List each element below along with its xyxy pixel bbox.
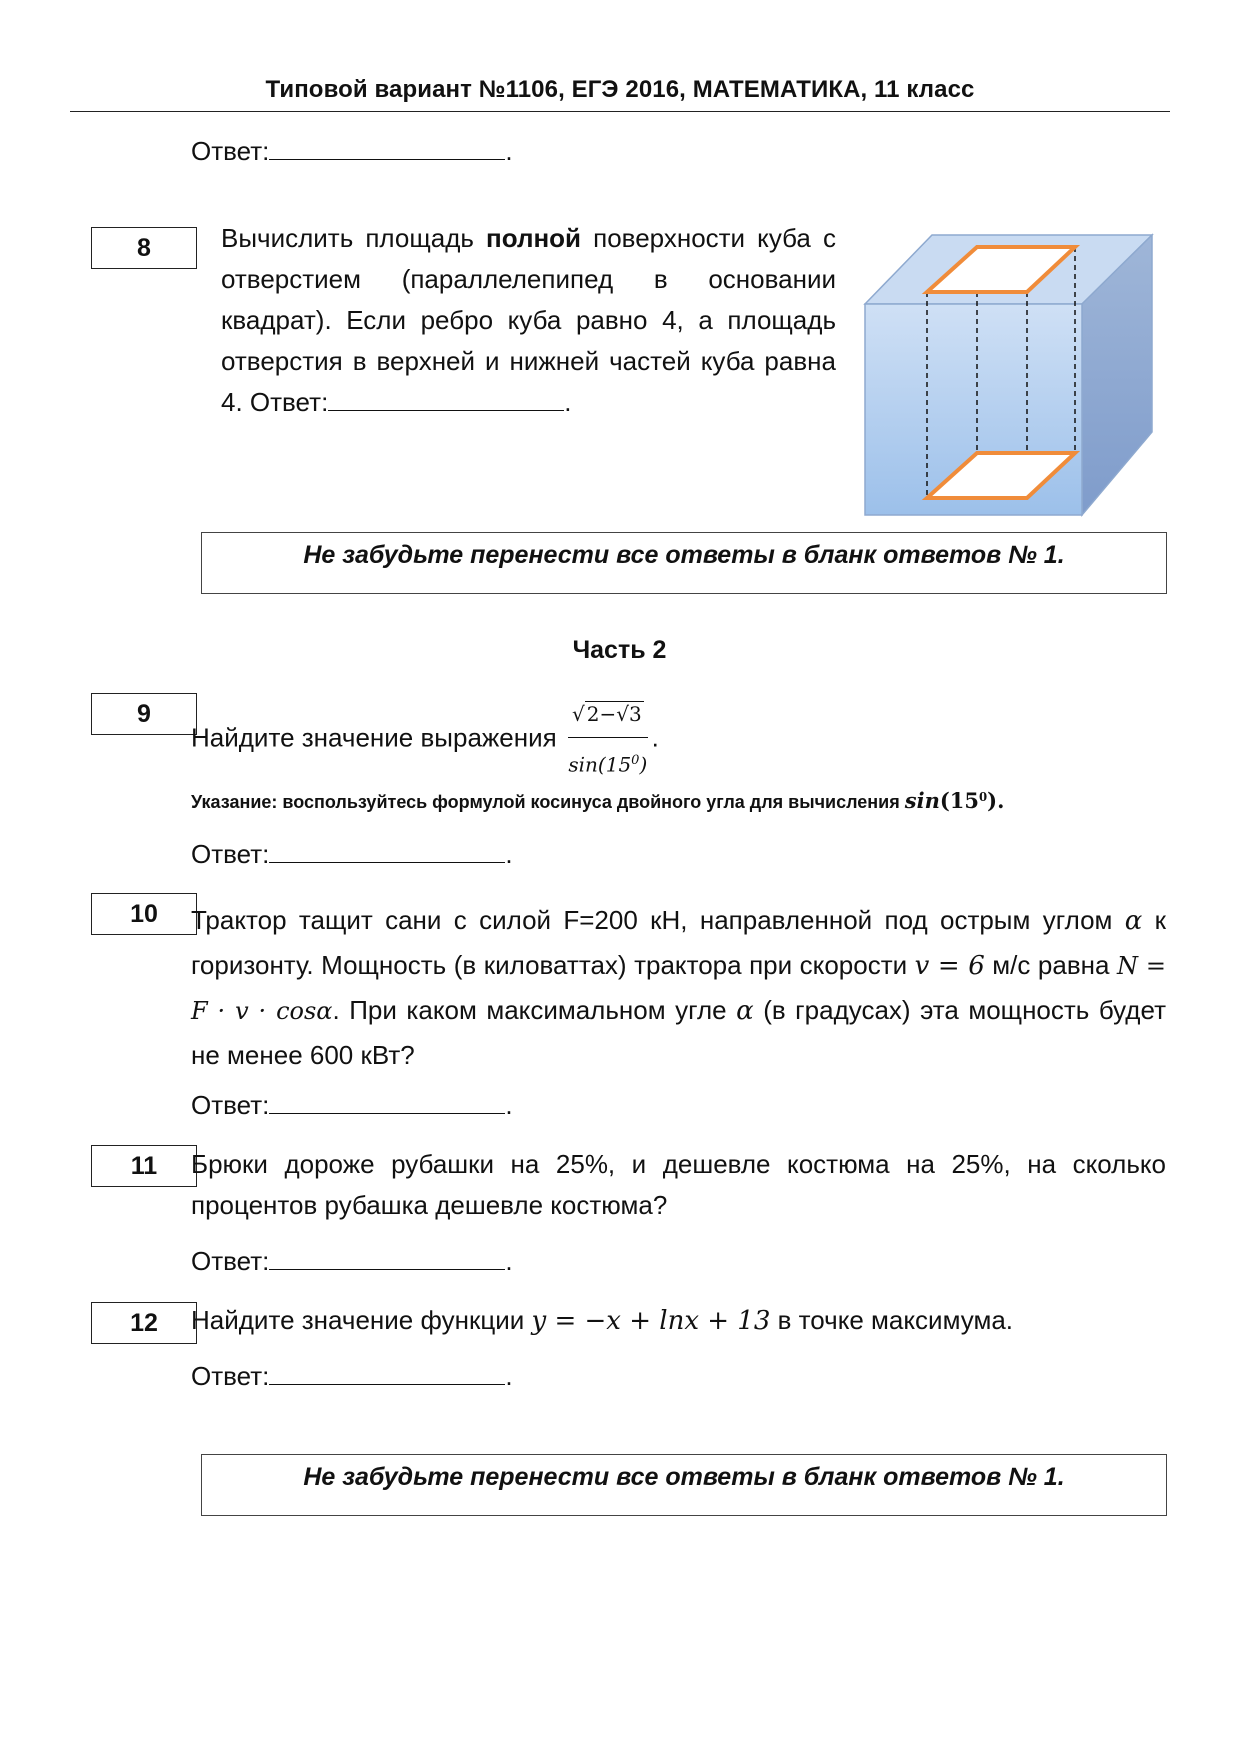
p10-part1: Трактор тащит сани с силой F=200 кН, направленной под острым углом — [191, 905, 1125, 935]
problem-10-text — [191, 898, 1166, 1077]
fraction-denominator-end: ) — [639, 752, 648, 777]
hint-text: Указание: воспользуйтесь формулой косинуса двойного угла для вычисления — [191, 792, 905, 812]
answer-blank[interactable] — [269, 1091, 505, 1114]
problem-8-bold: полной — [486, 223, 582, 253]
p10-part4: . При каком максимальном угле — [332, 995, 737, 1025]
problem-12-text — [191, 1300, 1013, 1342]
problem-9-fraction: $\frac{√ 2-√3}{\sin(15^0)}$ — [568, 694, 648, 786]
answer-label: Ответ: — [191, 1361, 270, 1391]
answer-end: . — [505, 1361, 513, 1391]
p10-part2: к горизонту. Мощность (в киловаттах) трактора при скорости — [191, 905, 1166, 980]
fraction-denominator-sup: 0 — [631, 753, 640, 768]
answer-blank[interactable] — [269, 1247, 505, 1270]
problem-number-8: 8 — [91, 227, 197, 269]
problem-9-text — [191, 694, 659, 786]
cube-with-hole-figure — [860, 230, 1160, 530]
hint-sup: 0 — [979, 790, 988, 804]
answer-label: Ответ: — [191, 136, 270, 166]
answer-label: Ответ: — [191, 1090, 270, 1120]
p10-part5: (в градусах) эта мощность будет не менее 600 кВт? — [191, 995, 1166, 1070]
p12-part2: в точке максимума. — [770, 1305, 1014, 1335]
p10-velocity: v = 6 — [914, 951, 985, 981]
answer-line-10 — [191, 1090, 513, 1121]
problem-number-12: 12 — [91, 1302, 197, 1344]
problem-9-prompt: Найдите значение выражения — [191, 722, 557, 753]
section-title: Часть 2 — [572, 636, 667, 664]
problem-8-text — [221, 218, 836, 423]
p10-alpha: α — [1124, 906, 1143, 936]
answer-blank[interactable] — [269, 840, 505, 863]
fraction-numerator: 2−√3 — [586, 702, 642, 726]
problem-11-text: Брюки дороже рубашки на 25%, и дешевле костюма на 25%, на сколько процентов рубашка дешевле костюма? — [191, 1149, 1166, 1220]
reminder-box-2: Не забудьте перенести все ответы в бланк ответов № 1. — [201, 1454, 1167, 1516]
answer-end: . — [505, 839, 513, 869]
answer-label: Ответ: — [191, 1246, 270, 1276]
problem-8-answer-blank[interactable] — [328, 388, 564, 411]
answer-end: . — [505, 136, 513, 166]
fraction-denominator: sin(15 — [568, 752, 632, 777]
answer-blank[interactable] — [269, 1362, 505, 1385]
hint-sin: sin — [904, 788, 940, 813]
problem-number-9: 9 — [91, 693, 197, 735]
answer-end: . — [651, 722, 659, 753]
answer-line-7 — [191, 136, 513, 167]
p10-formula: N = F · v · cosα — [191, 952, 1166, 1025]
answer-end: . — [564, 387, 572, 417]
answer-blank[interactable] — [269, 137, 505, 160]
page-header: Типовой вариант №1106, ЕГЭ 2016, МАТЕМАТИКА, 11 класс — [265, 76, 975, 103]
p12-formula: y = −x + lnx + 13 — [531, 1306, 771, 1336]
answer-end: . — [505, 1246, 513, 1276]
answer-line-11 — [191, 1246, 513, 1277]
hint-end: ). — [987, 788, 1005, 813]
problem-8-text-part2: поверхности куба с отверстием (параллелепипед в основании квадрат). Если ребро куба равно 4, а площадь отверстия в верхней и нижней частей куба равна 4. Ответ: — [221, 223, 836, 417]
answer-line-9 — [191, 839, 513, 870]
hint-arg: (15 — [939, 788, 980, 813]
answer-line-12 — [191, 1361, 513, 1392]
p10-part3: м/с равна — [984, 950, 1117, 980]
problem-number-11: 11 — [91, 1145, 197, 1187]
header-divider — [70, 111, 1170, 112]
problem-8-text-part1: Вычислить площадь — [221, 223, 487, 253]
problem-number-10: 10 — [91, 893, 197, 935]
answer-end: . — [505, 1090, 513, 1120]
problem-9-hint — [191, 788, 1004, 813]
p12-part1: Найдите значение функции — [191, 1305, 532, 1335]
reminder-box-1: Не забудьте перенести все ответы в бланк ответов № 1. — [201, 532, 1167, 594]
p10-alpha-2: α — [736, 996, 754, 1026]
answer-label: Ответ: — [191, 839, 270, 869]
